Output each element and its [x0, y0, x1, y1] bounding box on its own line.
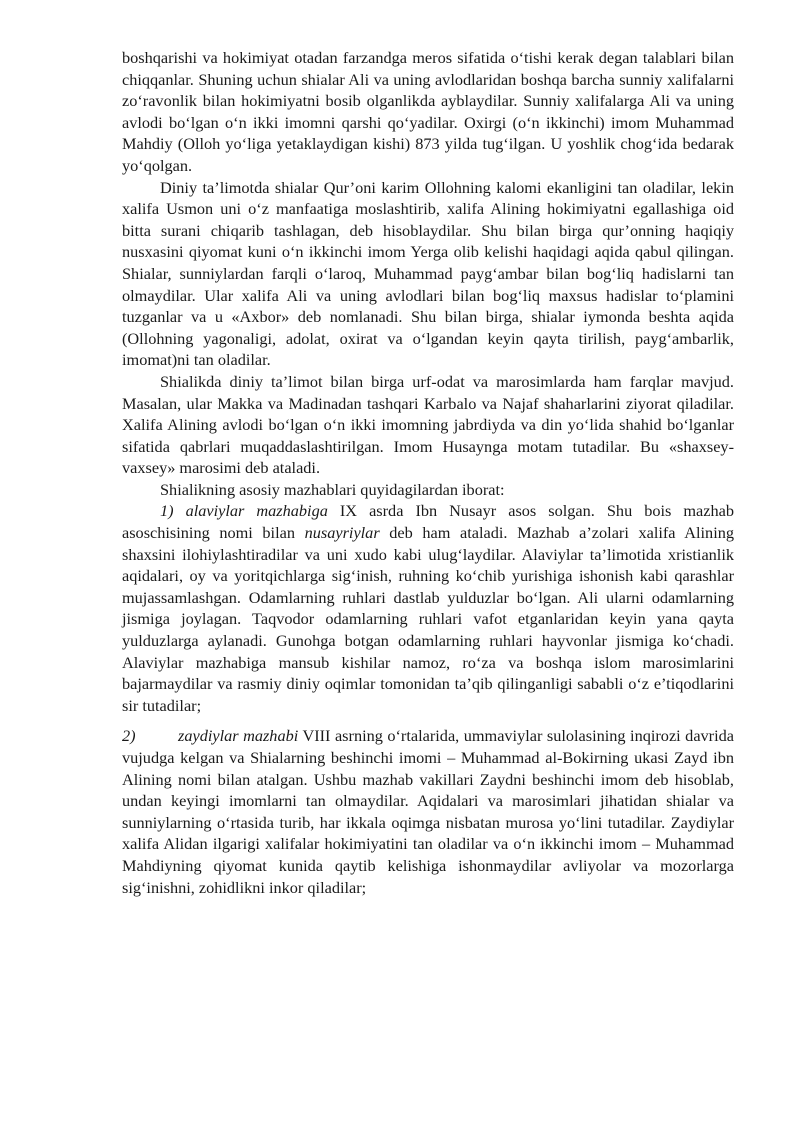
document-page: [122, 47, 734, 898]
item-text: VIII asrning oʻrtalarida, ummaviylar sulolasining inqirozi davrida vujudga kelgan va Shialarning beshinchi imomi – Muhammad al-Bokirning ukasi Zayd ibn Alining nomi bilan atalgan. Ushbu mazhab vakillari Zaydni beshinchi imom deb hisoblab, undan keyingi imomlarni tan olmaydilar. Aqidalari va marosimlari jihatidan shialar va sunniylarning oʻrtasida turib, har ikkala oqimga nisbatan murosa yoʻlini tutadilar. Zaydiylar xalifa Alidan ilgarigi xalifalar hokimiyatini tan oladilar va oʻn ikkinchi imom – Muhammad Mahdiyning qiyomat kunida qaytib kelishiga ishonmaydilar avliyolar va mozorlarga sigʻinishni, zohidlikni inkor qiladilar;: [122, 726, 734, 897]
item-text-a: IX asrda Ibn Nusayr asos solgan. Shu bois mazhab asoschisining nomi bilan: [122, 501, 735, 543]
term-alaviylar: alaviylar mazhabiga: [185, 501, 328, 521]
item-number: 2): [122, 726, 136, 746]
term-nusayriylar: nusayriylar: [304, 523, 380, 543]
paragraph-3: Shialikda diniy ta’limot bilan birga urf-odat va marosimlarda ham farqlar mavjud. Masalan, ular Makka va Madinadan tashqari Karbalo va Najaf shaharlarini ziyorat qiladilar. Xalifa Alining avlodi boʻlgan oʻn ikki imomning jabrdiyda va din yoʻlida shahid boʻlganlar sifatida qabrlari muqaddaslashtirilgan. Imom Husaynga motam tutadilar. Bu «shaxsey- vaxsey» marosimi deb ataladi.: [122, 371, 734, 478]
paragraph-4: Shialikning asosiy mazhablari quyidagilardan iborat:: [160, 479, 505, 499]
list-item-zaydiylar: [122, 725, 734, 898]
term-zaydiylar: zaydiylar mazhabi: [178, 726, 299, 746]
item-text-b: deb ham ataladi. Mazhab a’zolari xalifa Alining shaxsini ilohiylashtiradilar va uni xudo kabi ulugʻlaydilar. Alaviylar ta’limotida xristianlik aqidalari, oy va yoritqichlarga sigʻinish, ruhning koʻchib yurishiga ishonish kabi qarashlar mujassamlashgan. Odamlarning ruhlari dastlab yulduzlar boʻlgan. Ali ularni odamlarning jismiga joylagan. Taqvodor odamlarning ruhlari vafot etganlaridan keyin yana qayta yulduzlarga aylanadi. Gunohga botgan odamlarning ruhlari hayvonlar jismiga koʻchadi. Alaviylar mazhabiga mansub kishilar namoz, roʻza va boshqa islom marosimlarini bajarmaydilar va rasmiy diniy oqimlar tomonidan ta’qib qilinganligi sababli oʻz e’tiqodlarini sir tutadilar;: [122, 523, 734, 715]
list-item-alaviylar: [122, 500, 734, 716]
paragraph-1: boshqarishi va hokimiyat otadan farzandga meros sifatida oʻtishi kerak degan talablari bilan chiqqanlar. Shuning uchun shialar Ali va uning avlodlaridan boshqa barcha sunniy xalifalarni zoʻravonlik bilan hokimiyatni bosib olganlikda ayblaydilar. Sunniy xalifalarga Ali va uning avlodi boʻlgan oʻn ikki imomni qarshi qoʻyadilar. Oxirgi (oʻn ikkinchi) imom Muhammad Mahdiy (Olloh yoʻliga yetaklaydigan kishi) 873 yilda tugʻilgan. U yoshlik chogʻida bedarak yoʻqolgan.: [122, 48, 734, 175]
paragraph-2: Diniy ta’limotda shialar Qur’oni karim Ollohning kalomi ekanligini tan oladilar, lekin xalifa Usmon uni oʻz manfaatiga moslashtirib, xalifa Alining hokimiyatni egallashiga oid bitta surani chiqarib tashlagan, deb hisoblaydilar. Shu bilan birga qur’onning haqiqiy nusxasini qiyomat kuni oʻn ikkinchi imom Yerga olib kelishi haqidagi aqida qabul qilingan. Shialar, sunniylardan farqli oʻlaroq, Muhammad paygʻambar bilan bogʻliq hadislarni tan olmaydilar. Ular xalifa Ali va uning avlodlari bilan bogʻliq maxsus hadislar toʻplamini tuzganlar va u «Axbor» deb nomlanadi. Shu bilan birga, shialar iymonda beshta aqida (Ollohning yagonaligi, adolat, oxirat va oʻlgandan keyin qayta tirilish, paygʻambarlik, imomat)ni tan oladilar.: [122, 177, 734, 370]
item-number: 1): [160, 501, 174, 521]
